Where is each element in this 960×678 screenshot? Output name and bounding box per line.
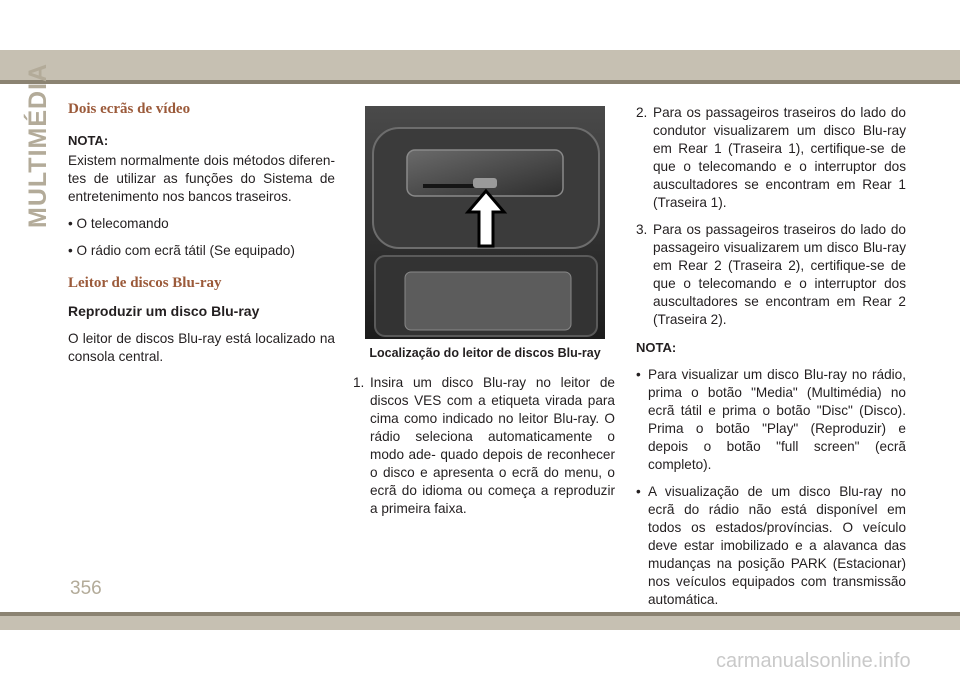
subheading-play-bluray: Reproduzir um disco Blu-ray	[68, 303, 260, 319]
note-bullet-1-text: Para visualizar um disco Blu-ray no rádio, prima o botão "Media" (Multimédia) no ecrã tátil e prima o botão "Disc" (Disco). Prima o botão "Play" (Reproduzir) e depois o botão "full screen" (ecrã completo).	[648, 367, 906, 472]
step-3	[636, 221, 906, 329]
step-2-number: 2.	[636, 105, 648, 120]
bullet-touchscreen: • O rádio com ecrã tátil (Se equipado)	[68, 243, 295, 258]
step-2	[636, 104, 906, 212]
header-band	[0, 50, 960, 80]
header-rule	[0, 80, 960, 84]
note-label-2: NOTA:	[636, 340, 677, 355]
column-middle	[353, 374, 615, 518]
paragraph-location: O leitor de discos Blu-ray está localizado na consola central.	[68, 331, 335, 364]
step-1-text: Insira um disco Blu-ray no leitor de discos VES com a etiqueta virada para cima como indicado no leitor Blu-ray. O rádio seleciona automaticamente o modo ade- quado depois de reconhecer o disco e apresenta o ecrã do menu, o ecrã do idioma ou começa a reproduzir a primeira faixa.	[370, 375, 615, 516]
footer-band	[0, 616, 960, 630]
watermark: carmanualsonline.info	[716, 650, 911, 672]
note-label: NOTA:	[68, 133, 109, 148]
step-1-number: 1.	[353, 375, 365, 390]
step-3-number: 3.	[636, 222, 648, 237]
heading-bluray-player: Leitor de discos Blu-ray	[68, 275, 222, 291]
note-bullet-2-text: A visualização de um disco Blu-ray no ecrã do rádio não está disponível em todos os estados/províncias. O veículo deve estar imobilizado e a alavanca das mudanças na posição PARK (Estacionar) nos veículos equipados com transmissão automática.	[648, 484, 906, 607]
heading-dual-screens: Dois ecrãs de vídeo	[68, 101, 191, 117]
step-3-text: Para os passageiros traseiros do lado do passageiro visualizarem um disco Blu-ray em Rear 2 (Traseira 2), certifique-se de que o telecomando e o interruptor dos auscultadores se encontram em Rear 2 (Traseira 2).	[653, 222, 906, 327]
column-left	[68, 100, 335, 366]
column-right	[636, 104, 906, 609]
bluray-player-photo	[365, 106, 605, 339]
bullet-mark: •	[636, 367, 641, 382]
note-bullet-1	[636, 366, 906, 474]
console-illustration	[365, 106, 605, 339]
figure-caption: Localização do leitor de discos Blu-ray	[369, 346, 601, 360]
paragraph-methods: Existem normalmente dois métodos diferen- tes de utilizar as funções do Sistema de entretenimento nos bancos traseiros.	[68, 153, 335, 204]
section-side-label: MULTIMÉDIA	[24, 62, 52, 228]
bullet-remote: • O telecomando	[68, 216, 169, 231]
note-bullet-2	[636, 483, 906, 609]
page-number: 356	[70, 578, 102, 599]
bullet-mark: •	[636, 484, 641, 499]
step-2-text: Para os passageiros traseiros do lado do condutor visualizarem um disco Blu-ray em Rear 1 (Traseira 1), certifique-se de que o telecomando e o interruptor dos auscultadores se encontram em Rear 1 (Traseira 1).	[653, 105, 906, 210]
step-1	[353, 374, 615, 518]
